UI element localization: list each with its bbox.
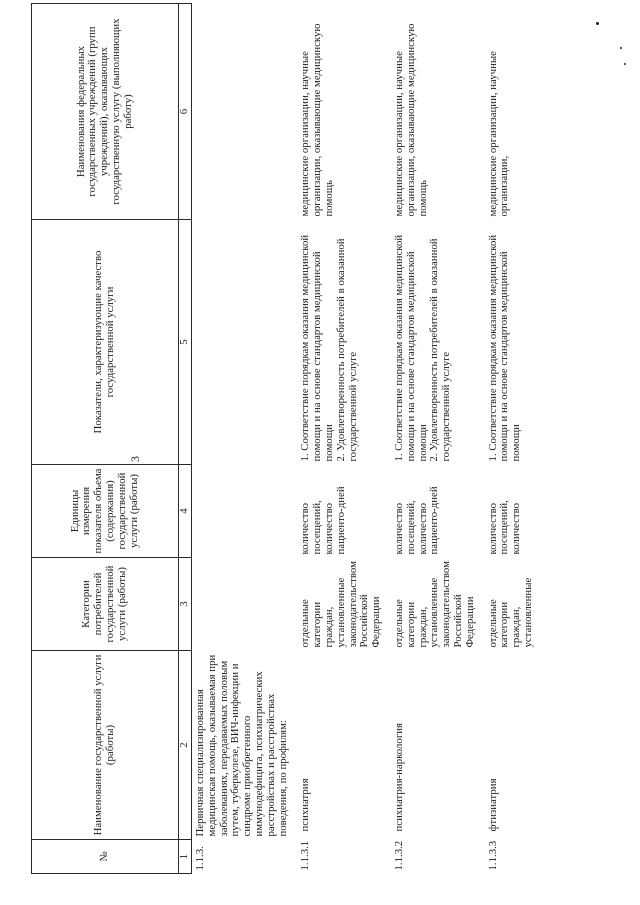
column-number: 2 xyxy=(179,651,192,840)
row-quality: 1. Соответствие порядкам оказания медицинской помощи и на основе стандартов медицинской помощи 2. Удовлетворенность потребителей в оказанной государственной услуге xyxy=(299,234,359,462)
column-number: 3 xyxy=(179,558,192,651)
column-numbers-row xyxy=(179,4,192,874)
row-units: количество посещений, количество пациенто-дней xyxy=(299,486,347,555)
row-service-name: фтизиатрия xyxy=(486,778,499,832)
column-number: 6 xyxy=(179,4,192,220)
row-consumers: отдельные категории граждан, установленные законодательством Российской Федерации xyxy=(392,561,476,648)
row-consumers: отдельные категории граждан, установленные законодательством Российской Федерации xyxy=(299,561,383,648)
section-number: 1.1.3. xyxy=(194,846,206,871)
row-quality: 1. Соответствие порядкам оказания медицинской помощи и на основе стандартов медицинской помощи xyxy=(486,234,523,462)
row-service-name: психиатрия xyxy=(299,778,312,832)
services-table xyxy=(31,3,536,874)
column-number: 1 xyxy=(179,840,192,874)
section-title: Первичная специализированная медицинская помощь, оказываемая при заболеваниях, передаваемых половым путем, туберкулезе, ВИЧ-инфекции и синдроме приобретенного иммунодефицита, психиатрических расстройствах и расстройствах поведения, по профилям: xyxy=(194,654,289,837)
row-institutions: медицинские организации, научные организации, оказывающие медицинскую помощь xyxy=(392,23,429,217)
header-quality-indicators: Показатели, характеризующие качество государственной услуги xyxy=(32,220,179,465)
column-number: 5 xyxy=(179,220,192,465)
table-row xyxy=(299,4,384,874)
table-row xyxy=(478,4,536,874)
table-header-row xyxy=(32,4,179,874)
row-institutions: медицинские организации, научные организации, xyxy=(486,51,511,217)
page-number: 3 xyxy=(128,456,142,462)
row-service-name: психиатрия-наркология xyxy=(392,722,405,832)
row-units: количество посещений, количество xyxy=(486,500,523,555)
scan-speck xyxy=(596,22,599,25)
section-row xyxy=(192,4,300,874)
table-row xyxy=(384,4,478,874)
row-quality: 1. Соответствие порядкам оказания медицинской помощи и на основе стандартов медицинской помощи 2. Удовлетворенность потребителей в оказанной государственной услуге xyxy=(392,234,453,462)
row-consumers: отдельные категории граждан, установленные xyxy=(486,577,534,648)
column-number: 4 xyxy=(179,465,192,558)
scan-speck xyxy=(620,47,622,49)
row-number: 1.1.3.1 xyxy=(299,840,312,871)
scan-speck xyxy=(624,63,626,65)
row-number: 1.1.3.2 xyxy=(392,840,405,871)
row-number: 1.1.3.3 xyxy=(486,840,499,871)
header-number: № xyxy=(32,840,179,874)
header-service-name: Наименование государственной услуги (работы) xyxy=(32,651,179,840)
header-volume-units: Единицы измерения показателя объема (содержания) государственной услуги (работы) xyxy=(32,465,179,558)
row-units: количество посещений, количество пациенто-дней xyxy=(392,486,441,555)
row-institutions: медицинские организации, научные организации, оказывающие медицинскую помощь xyxy=(299,23,335,217)
header-consumer-categories: Категории потребителей государственной услуги (работы) xyxy=(32,558,179,651)
header-institutions: Наименования федеральных государственных учреждений (групп учреждений), оказывающих государственную услугу (выполняющих работу) xyxy=(32,4,179,220)
